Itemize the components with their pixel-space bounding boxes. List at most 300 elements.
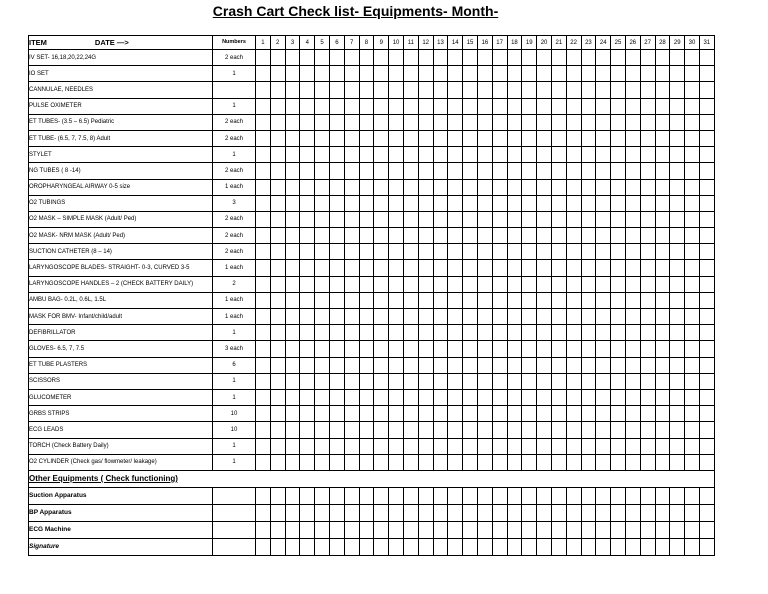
check-cell-day-28[interactable] (655, 66, 670, 82)
check-cell-day-3[interactable] (285, 487, 300, 504)
check-cell-day-6[interactable] (329, 130, 344, 146)
check-cell-day-16[interactable] (477, 260, 492, 276)
check-cell-day-7[interactable] (344, 211, 359, 227)
check-cell-day-23[interactable] (581, 114, 596, 130)
check-cell-day-19[interactable] (522, 244, 537, 260)
check-cell-day-26[interactable] (625, 211, 640, 227)
check-cell-day-15[interactable] (463, 504, 478, 521)
check-cell-day-27[interactable] (640, 228, 655, 244)
check-cell-day-30[interactable] (685, 309, 700, 325)
check-cell-day-14[interactable] (448, 66, 463, 82)
check-cell-day-27[interactable] (640, 211, 655, 227)
check-cell-day-7[interactable] (344, 66, 359, 82)
check-cell-day-4[interactable] (300, 260, 315, 276)
check-cell-day-21[interactable] (551, 260, 566, 276)
check-cell-day-5[interactable] (315, 179, 330, 195)
signature-cell-day-31[interactable] (699, 538, 714, 555)
check-cell-day-17[interactable] (492, 260, 507, 276)
check-cell-day-30[interactable] (685, 292, 700, 308)
check-cell-day-18[interactable] (507, 309, 522, 325)
check-cell-day-27[interactable] (640, 82, 655, 98)
check-cell-day-9[interactable] (374, 325, 389, 341)
check-cell-day-19[interactable] (522, 325, 537, 341)
check-cell-day-25[interactable] (611, 292, 626, 308)
check-cell-day-16[interactable] (477, 114, 492, 130)
check-cell-day-25[interactable] (611, 373, 626, 389)
check-cell-day-23[interactable] (581, 66, 596, 82)
check-cell-day-13[interactable] (433, 406, 448, 422)
check-cell-day-23[interactable] (581, 341, 596, 357)
check-cell-day-25[interactable] (611, 309, 626, 325)
check-cell-day-29[interactable] (670, 373, 685, 389)
check-cell-day-10[interactable] (389, 487, 404, 504)
check-cell-day-7[interactable] (344, 147, 359, 163)
check-cell-day-6[interactable] (329, 98, 344, 114)
check-cell-day-19[interactable] (522, 228, 537, 244)
check-cell-day-31[interactable] (699, 179, 714, 195)
check-cell-day-13[interactable] (433, 357, 448, 373)
check-cell-day-3[interactable] (285, 438, 300, 454)
check-cell-day-2[interactable] (270, 422, 285, 438)
check-cell-day-21[interactable] (551, 130, 566, 146)
check-cell-day-8[interactable] (359, 147, 374, 163)
check-cell-day-22[interactable] (566, 147, 581, 163)
check-cell-day-5[interactable] (315, 50, 330, 66)
check-cell-day-21[interactable] (551, 244, 566, 260)
check-cell-day-10[interactable] (389, 341, 404, 357)
check-cell-day-30[interactable] (685, 276, 700, 292)
check-cell-day-1[interactable] (256, 309, 271, 325)
check-cell-day-20[interactable] (537, 504, 552, 521)
check-cell-day-12[interactable] (418, 438, 433, 454)
check-cell-day-14[interactable] (448, 276, 463, 292)
check-cell-day-29[interactable] (670, 504, 685, 521)
check-cell-day-18[interactable] (507, 98, 522, 114)
check-cell-day-30[interactable] (685, 438, 700, 454)
check-cell-day-22[interactable] (566, 195, 581, 211)
check-cell-day-15[interactable] (463, 357, 478, 373)
check-cell-day-5[interactable] (315, 422, 330, 438)
check-cell-day-18[interactable] (507, 389, 522, 405)
check-cell-day-4[interactable] (300, 373, 315, 389)
signature-cell-day-1[interactable] (256, 538, 271, 555)
check-cell-day-14[interactable] (448, 373, 463, 389)
check-cell-day-3[interactable] (285, 147, 300, 163)
check-cell-day-25[interactable] (611, 406, 626, 422)
check-cell-day-4[interactable] (300, 422, 315, 438)
check-cell-day-17[interactable] (492, 454, 507, 470)
check-cell-day-23[interactable] (581, 98, 596, 114)
check-cell-day-12[interactable] (418, 389, 433, 405)
check-cell-day-22[interactable] (566, 130, 581, 146)
check-cell-day-29[interactable] (670, 341, 685, 357)
check-cell-day-22[interactable] (566, 357, 581, 373)
check-cell-day-7[interactable] (344, 521, 359, 538)
check-cell-day-11[interactable] (403, 228, 418, 244)
check-cell-day-20[interactable] (537, 211, 552, 227)
check-cell-day-27[interactable] (640, 114, 655, 130)
check-cell-day-13[interactable] (433, 454, 448, 470)
check-cell-day-29[interactable] (670, 50, 685, 66)
check-cell-day-28[interactable] (655, 438, 670, 454)
check-cell-day-15[interactable] (463, 438, 478, 454)
check-cell-day-29[interactable] (670, 114, 685, 130)
check-cell-day-12[interactable] (418, 325, 433, 341)
check-cell-day-30[interactable] (685, 147, 700, 163)
check-cell-day-10[interactable] (389, 147, 404, 163)
check-cell-day-12[interactable] (418, 422, 433, 438)
check-cell-day-31[interactable] (699, 244, 714, 260)
check-cell-day-4[interactable] (300, 406, 315, 422)
check-cell-day-10[interactable] (389, 504, 404, 521)
check-cell-day-6[interactable] (329, 341, 344, 357)
check-cell-day-13[interactable] (433, 389, 448, 405)
check-cell-day-11[interactable] (403, 66, 418, 82)
check-cell-day-12[interactable] (418, 114, 433, 130)
check-cell-day-24[interactable] (596, 487, 611, 504)
check-cell-day-6[interactable] (329, 244, 344, 260)
check-cell-day-9[interactable] (374, 228, 389, 244)
check-cell-day-29[interactable] (670, 292, 685, 308)
check-cell-day-24[interactable] (596, 276, 611, 292)
check-cell-day-5[interactable] (315, 211, 330, 227)
check-cell-day-30[interactable] (685, 325, 700, 341)
check-cell-day-18[interactable] (507, 195, 522, 211)
check-cell-day-14[interactable] (448, 211, 463, 227)
check-cell-day-21[interactable] (551, 66, 566, 82)
check-cell-day-18[interactable] (507, 211, 522, 227)
check-cell-day-25[interactable] (611, 260, 626, 276)
check-cell-day-21[interactable] (551, 163, 566, 179)
check-cell-day-14[interactable] (448, 50, 463, 66)
check-cell-day-31[interactable] (699, 504, 714, 521)
check-cell-day-29[interactable] (670, 179, 685, 195)
check-cell-day-29[interactable] (670, 438, 685, 454)
check-cell-day-10[interactable] (389, 389, 404, 405)
check-cell-day-30[interactable] (685, 98, 700, 114)
check-cell-day-11[interactable] (403, 357, 418, 373)
check-cell-day-26[interactable] (625, 66, 640, 82)
check-cell-day-7[interactable] (344, 487, 359, 504)
signature-cell-day-22[interactable] (566, 538, 581, 555)
check-cell-day-13[interactable] (433, 309, 448, 325)
check-cell-day-8[interactable] (359, 341, 374, 357)
check-cell-day-3[interactable] (285, 309, 300, 325)
check-cell-day-14[interactable] (448, 521, 463, 538)
check-cell-day-8[interactable] (359, 504, 374, 521)
check-cell-day-8[interactable] (359, 82, 374, 98)
check-cell-day-2[interactable] (270, 195, 285, 211)
check-cell-day-19[interactable] (522, 454, 537, 470)
check-cell-day-29[interactable] (670, 357, 685, 373)
check-cell-day-4[interactable] (300, 276, 315, 292)
check-cell-day-8[interactable] (359, 50, 374, 66)
check-cell-day-30[interactable] (685, 357, 700, 373)
signature-cell-day-27[interactable] (640, 538, 655, 555)
check-cell-day-23[interactable] (581, 357, 596, 373)
check-cell-day-8[interactable] (359, 422, 374, 438)
check-cell-day-26[interactable] (625, 130, 640, 146)
check-cell-day-8[interactable] (359, 454, 374, 470)
check-cell-day-7[interactable] (344, 309, 359, 325)
check-cell-day-5[interactable] (315, 521, 330, 538)
check-cell-day-8[interactable] (359, 309, 374, 325)
check-cell-day-20[interactable] (537, 389, 552, 405)
check-cell-day-25[interactable] (611, 195, 626, 211)
check-cell-day-11[interactable] (403, 389, 418, 405)
check-cell-day-15[interactable] (463, 50, 478, 66)
check-cell-day-21[interactable] (551, 82, 566, 98)
check-cell-day-5[interactable] (315, 114, 330, 130)
check-cell-day-26[interactable] (625, 228, 640, 244)
check-cell-day-31[interactable] (699, 98, 714, 114)
check-cell-day-7[interactable] (344, 373, 359, 389)
check-cell-day-30[interactable] (685, 228, 700, 244)
check-cell-day-6[interactable] (329, 260, 344, 276)
check-cell-day-28[interactable] (655, 50, 670, 66)
check-cell-day-8[interactable] (359, 195, 374, 211)
check-cell-day-30[interactable] (685, 163, 700, 179)
check-cell-day-24[interactable] (596, 406, 611, 422)
check-cell-day-19[interactable] (522, 50, 537, 66)
check-cell-day-8[interactable] (359, 244, 374, 260)
check-cell-day-28[interactable] (655, 487, 670, 504)
check-cell-day-11[interactable] (403, 179, 418, 195)
check-cell-day-13[interactable] (433, 487, 448, 504)
check-cell-day-30[interactable] (685, 66, 700, 82)
check-cell-day-8[interactable] (359, 276, 374, 292)
check-cell-day-21[interactable] (551, 292, 566, 308)
check-cell-day-9[interactable] (374, 373, 389, 389)
check-cell-day-17[interactable] (492, 325, 507, 341)
check-cell-day-26[interactable] (625, 82, 640, 98)
check-cell-day-6[interactable] (329, 309, 344, 325)
check-cell-day-27[interactable] (640, 66, 655, 82)
check-cell-day-2[interactable] (270, 211, 285, 227)
check-cell-day-29[interactable] (670, 147, 685, 163)
check-cell-day-20[interactable] (537, 163, 552, 179)
check-cell-day-19[interactable] (522, 260, 537, 276)
check-cell-day-4[interactable] (300, 50, 315, 66)
check-cell-day-24[interactable] (596, 521, 611, 538)
check-cell-day-8[interactable] (359, 406, 374, 422)
check-cell-day-2[interactable] (270, 228, 285, 244)
check-cell-day-25[interactable] (611, 341, 626, 357)
check-cell-day-22[interactable] (566, 228, 581, 244)
check-cell-day-11[interactable] (403, 487, 418, 504)
check-cell-day-4[interactable] (300, 98, 315, 114)
check-cell-day-24[interactable] (596, 389, 611, 405)
check-cell-day-19[interactable] (522, 309, 537, 325)
check-cell-day-24[interactable] (596, 211, 611, 227)
check-cell-day-24[interactable] (596, 98, 611, 114)
check-cell-day-17[interactable] (492, 211, 507, 227)
check-cell-day-16[interactable] (477, 438, 492, 454)
check-cell-day-1[interactable] (256, 50, 271, 66)
signature-cell-day-26[interactable] (625, 538, 640, 555)
check-cell-day-24[interactable] (596, 325, 611, 341)
check-cell-day-27[interactable] (640, 389, 655, 405)
check-cell-day-5[interactable] (315, 244, 330, 260)
check-cell-day-23[interactable] (581, 389, 596, 405)
check-cell-day-24[interactable] (596, 228, 611, 244)
check-cell-day-31[interactable] (699, 438, 714, 454)
check-cell-day-10[interactable] (389, 406, 404, 422)
check-cell-day-11[interactable] (403, 422, 418, 438)
check-cell-day-3[interactable] (285, 114, 300, 130)
check-cell-day-2[interactable] (270, 373, 285, 389)
check-cell-day-22[interactable] (566, 373, 581, 389)
check-cell-day-11[interactable] (403, 211, 418, 227)
check-cell-day-22[interactable] (566, 98, 581, 114)
check-cell-day-31[interactable] (699, 276, 714, 292)
check-cell-day-31[interactable] (699, 147, 714, 163)
check-cell-day-2[interactable] (270, 114, 285, 130)
check-cell-day-12[interactable] (418, 195, 433, 211)
check-cell-day-17[interactable] (492, 82, 507, 98)
check-cell-day-7[interactable] (344, 179, 359, 195)
check-cell-day-18[interactable] (507, 438, 522, 454)
check-cell-day-30[interactable] (685, 50, 700, 66)
check-cell-day-9[interactable] (374, 66, 389, 82)
check-cell-day-16[interactable] (477, 389, 492, 405)
check-cell-day-25[interactable] (611, 130, 626, 146)
check-cell-day-24[interactable] (596, 66, 611, 82)
check-cell-day-19[interactable] (522, 373, 537, 389)
check-cell-day-11[interactable] (403, 438, 418, 454)
check-cell-day-23[interactable] (581, 244, 596, 260)
check-cell-day-30[interactable] (685, 211, 700, 227)
check-cell-day-18[interactable] (507, 276, 522, 292)
check-cell-day-21[interactable] (551, 406, 566, 422)
signature-cell-day-8[interactable] (359, 538, 374, 555)
check-cell-day-13[interactable] (433, 341, 448, 357)
check-cell-day-10[interactable] (389, 276, 404, 292)
check-cell-day-3[interactable] (285, 325, 300, 341)
signature-cell-day-10[interactable] (389, 538, 404, 555)
signature-cell-day-11[interactable] (403, 538, 418, 555)
check-cell-day-31[interactable] (699, 50, 714, 66)
check-cell-day-5[interactable] (315, 357, 330, 373)
check-cell-day-3[interactable] (285, 292, 300, 308)
check-cell-day-18[interactable] (507, 114, 522, 130)
check-cell-day-15[interactable] (463, 521, 478, 538)
check-cell-day-1[interactable] (256, 422, 271, 438)
check-cell-day-31[interactable] (699, 325, 714, 341)
check-cell-day-13[interactable] (433, 373, 448, 389)
check-cell-day-10[interactable] (389, 521, 404, 538)
check-cell-day-30[interactable] (685, 82, 700, 98)
check-cell-day-24[interactable] (596, 147, 611, 163)
check-cell-day-6[interactable] (329, 325, 344, 341)
check-cell-day-2[interactable] (270, 438, 285, 454)
check-cell-day-17[interactable] (492, 521, 507, 538)
check-cell-day-23[interactable] (581, 309, 596, 325)
check-cell-day-27[interactable] (640, 309, 655, 325)
check-cell-day-4[interactable] (300, 195, 315, 211)
check-cell-day-29[interactable] (670, 82, 685, 98)
check-cell-day-4[interactable] (300, 114, 315, 130)
check-cell-day-15[interactable] (463, 82, 478, 98)
check-cell-day-25[interactable] (611, 521, 626, 538)
check-cell-day-11[interactable] (403, 406, 418, 422)
check-cell-day-30[interactable] (685, 389, 700, 405)
check-cell-day-6[interactable] (329, 487, 344, 504)
check-cell-day-3[interactable] (285, 341, 300, 357)
check-cell-day-9[interactable] (374, 147, 389, 163)
check-cell-day-18[interactable] (507, 454, 522, 470)
check-cell-day-12[interactable] (418, 50, 433, 66)
check-cell-day-13[interactable] (433, 163, 448, 179)
check-cell-day-19[interactable] (522, 130, 537, 146)
check-cell-day-12[interactable] (418, 147, 433, 163)
check-cell-day-5[interactable] (315, 228, 330, 244)
check-cell-day-22[interactable] (566, 325, 581, 341)
check-cell-day-25[interactable] (611, 98, 626, 114)
check-cell-day-25[interactable] (611, 147, 626, 163)
check-cell-day-31[interactable] (699, 373, 714, 389)
check-cell-day-19[interactable] (522, 357, 537, 373)
check-cell-day-28[interactable] (655, 454, 670, 470)
signature-cell-day-20[interactable] (537, 538, 552, 555)
check-cell-day-21[interactable] (551, 325, 566, 341)
check-cell-day-21[interactable] (551, 98, 566, 114)
check-cell-day-21[interactable] (551, 521, 566, 538)
check-cell-day-29[interactable] (670, 325, 685, 341)
check-cell-day-21[interactable] (551, 487, 566, 504)
check-cell-day-13[interactable] (433, 179, 448, 195)
check-cell-day-11[interactable] (403, 454, 418, 470)
check-cell-day-9[interactable] (374, 487, 389, 504)
check-cell-day-12[interactable] (418, 309, 433, 325)
check-cell-day-17[interactable] (492, 389, 507, 405)
check-cell-day-6[interactable] (329, 373, 344, 389)
check-cell-day-15[interactable] (463, 309, 478, 325)
check-cell-day-23[interactable] (581, 373, 596, 389)
check-cell-day-14[interactable] (448, 114, 463, 130)
check-cell-day-10[interactable] (389, 357, 404, 373)
check-cell-day-18[interactable] (507, 244, 522, 260)
check-cell-day-31[interactable] (699, 309, 714, 325)
check-cell-day-30[interactable] (685, 130, 700, 146)
check-cell-day-19[interactable] (522, 521, 537, 538)
check-cell-day-14[interactable] (448, 260, 463, 276)
check-cell-day-17[interactable] (492, 292, 507, 308)
check-cell-day-17[interactable] (492, 341, 507, 357)
signature-cell-day-7[interactable] (344, 538, 359, 555)
check-cell-day-20[interactable] (537, 50, 552, 66)
check-cell-day-6[interactable] (329, 406, 344, 422)
check-cell-day-19[interactable] (522, 406, 537, 422)
check-cell-day-14[interactable] (448, 147, 463, 163)
check-cell-day-2[interactable] (270, 454, 285, 470)
check-cell-day-28[interactable] (655, 179, 670, 195)
check-cell-day-16[interactable] (477, 357, 492, 373)
check-cell-day-8[interactable] (359, 487, 374, 504)
check-cell-day-6[interactable] (329, 195, 344, 211)
check-cell-day-5[interactable] (315, 504, 330, 521)
check-cell-day-19[interactable] (522, 292, 537, 308)
check-cell-day-9[interactable] (374, 195, 389, 211)
check-cell-day-27[interactable] (640, 260, 655, 276)
check-cell-day-6[interactable] (329, 438, 344, 454)
check-cell-day-16[interactable] (477, 325, 492, 341)
check-cell-day-24[interactable] (596, 422, 611, 438)
check-cell-day-1[interactable] (256, 438, 271, 454)
check-cell-day-25[interactable] (611, 211, 626, 227)
check-cell-day-9[interactable] (374, 292, 389, 308)
check-cell-day-18[interactable] (507, 357, 522, 373)
